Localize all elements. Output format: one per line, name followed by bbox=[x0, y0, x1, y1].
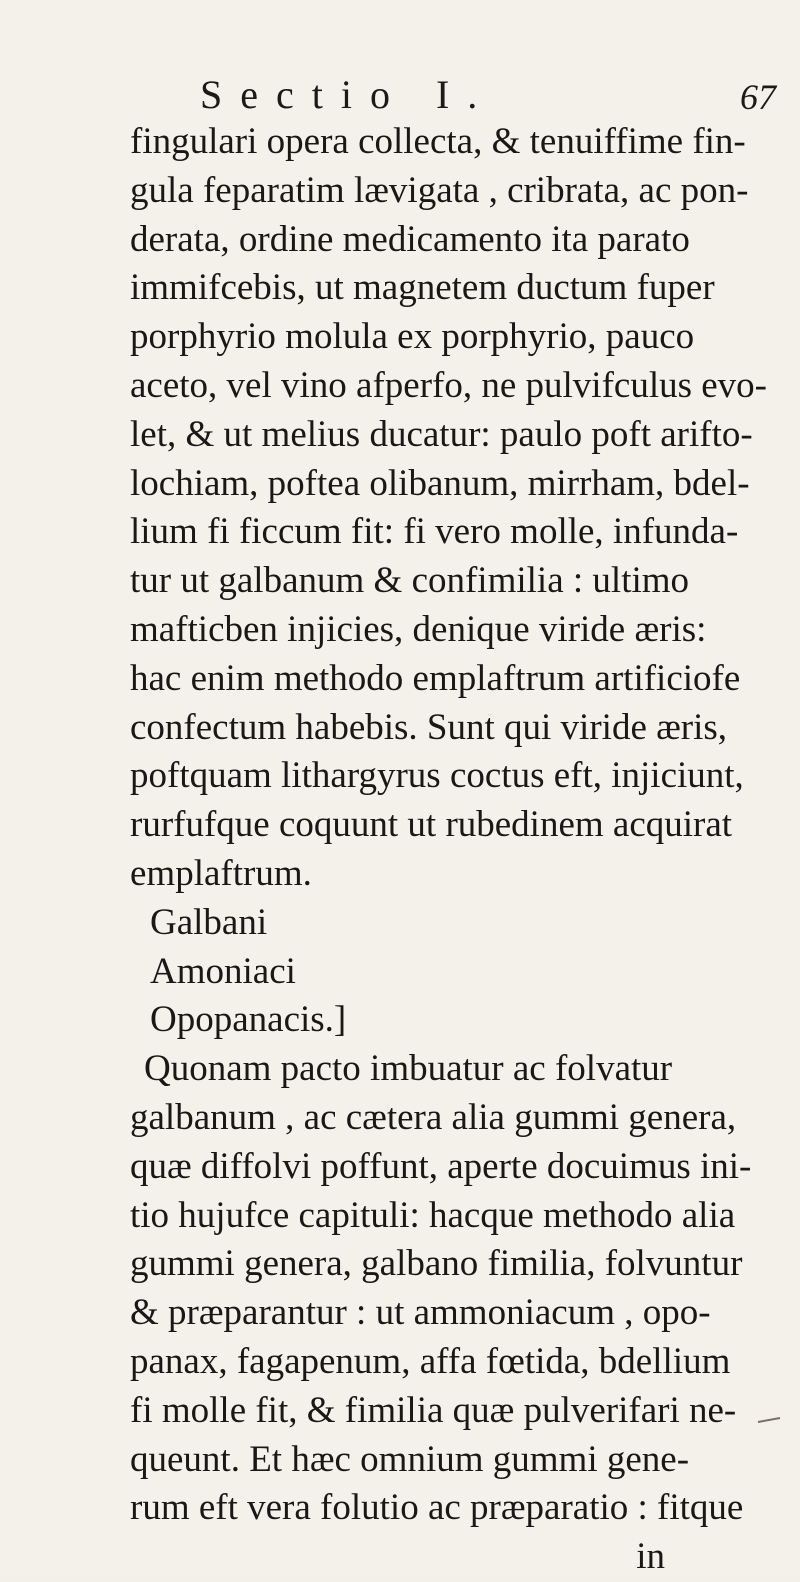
page-number: 67 bbox=[740, 77, 776, 117]
text-line: fingulari opera collecta, & tenuiffime fin- bbox=[130, 121, 746, 162]
text-line: lium fi ficcum fit: fi vero molle, infunda- bbox=[130, 511, 739, 553]
text-line: poftquam lithargyrus coctus eft, injiciunt, bbox=[130, 755, 744, 797]
text-line: confectum habebis. Sunt qui viride æris, bbox=[130, 706, 728, 748]
running-head: Sectio I. bbox=[200, 72, 496, 117]
text-line: immifcebis, ut magnetem ductum fuper bbox=[130, 267, 715, 309]
text-line: aceto, vel vino afperfo, ne pulvifculus evo- bbox=[130, 364, 767, 406]
catchword: in bbox=[636, 1536, 665, 1578]
body-text bbox=[130, 118, 790, 1582]
ingredient-opopanacis: Opopanacis.] bbox=[150, 999, 347, 1041]
text-line: quæ diffolvi poffunt, aperte docuimus ini- bbox=[130, 1145, 752, 1187]
text-line: Quonam pacto imbuatur ac folvatur bbox=[144, 1048, 673, 1090]
text-line: tur ut galbanum & confimilia : ultimo bbox=[130, 560, 690, 602]
page-header bbox=[0, 70, 800, 120]
text-line: rurfufque coquunt ut rubedinem acquirat bbox=[130, 804, 733, 846]
text-line: galbanum , ac cætera alia gummi genera, bbox=[130, 1096, 737, 1138]
text-line: let, & ut melius ducatur: paulo poft arifto- bbox=[130, 413, 753, 455]
text-line: gummi genera, galbano fimilia, folvuntur bbox=[130, 1243, 743, 1285]
text-line: panax, fagapenum, affa fœtida, bdellium bbox=[130, 1340, 731, 1382]
text-line: lochiam, poftea olibanum, mirrham, bdel- bbox=[130, 462, 750, 504]
ingredient-amoniaci: Amoniaci bbox=[150, 950, 296, 992]
text-line: fi molle fit, & fimilia quæ pulverifari ne- bbox=[130, 1389, 737, 1431]
text-line: rum eft vera folutio ac præparatio : fitque bbox=[130, 1487, 744, 1529]
text-line: emplaftrum. bbox=[130, 852, 312, 894]
text-line: mafticben injicies, denique viride æris: bbox=[130, 608, 707, 650]
text-line: hac enim methodo emplaftrum artificiofe bbox=[130, 657, 741, 699]
text-line: derata, ordine medicamento ita parato bbox=[130, 218, 690, 260]
ingredient-galbani: Galbani bbox=[150, 901, 268, 943]
text-line: & præparantur : ut ammoniacum , opo- bbox=[130, 1292, 711, 1334]
margin-mark bbox=[754, 1410, 784, 1430]
text-line: tio hujufce capituli: hacque methodo alia bbox=[130, 1194, 736, 1236]
text-line: porphyrio molula ex porphyrio, pauco bbox=[130, 316, 695, 358]
text-line: gula feparatim lævigata , cribrata, ac pon- bbox=[130, 169, 749, 211]
text-line: queunt. Et hæc omnium gummi gene- bbox=[130, 1438, 690, 1480]
